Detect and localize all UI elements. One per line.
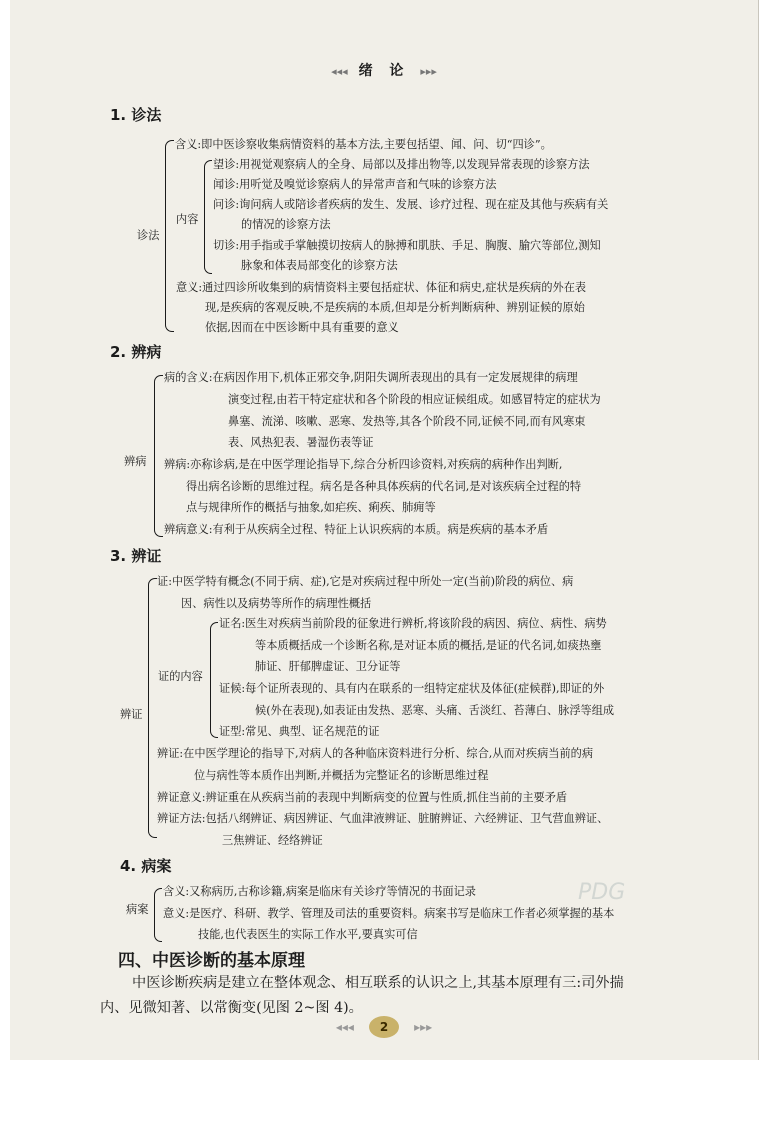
root-bianbing: 辨病 xyxy=(124,455,147,468)
footer-ornament-right: ▸▸▸ xyxy=(414,1020,433,1034)
bianzheng-method-line2: 三焦辨证、经络辨证 xyxy=(222,834,323,847)
header-title: 绪 论 xyxy=(358,63,410,79)
bing-definition-line1: 病的含义:在病因作用下,机体正邪交争,阴阳失调所表现出的具有一定发展规律的病理 xyxy=(164,371,578,384)
heading-bingan: 4. 病案 xyxy=(120,857,172,875)
brace-zheng-content xyxy=(210,622,218,738)
brace-zhenfa-content xyxy=(204,160,212,274)
zhenfa-meaning-line3: 依据,因而在中医诊断中具有重要的意义 xyxy=(205,321,399,334)
zhenfa-meaning-line2: 现,是疾病的客观反映,不是疾病的本质,但却是分析判断病种、辨别证候的原始 xyxy=(205,301,585,314)
bingan-meaning-line1: 意义:是医疗、科研、教学、管理及司法的重要资料。病案书写是临床工作者必须掌握的基本 xyxy=(163,907,615,920)
footer-ornament-left: ◂◂◂ xyxy=(335,1020,354,1034)
bing-definition-line2: 演变过程,由若干特定症状和各个阶段的相应证候组成。如感冒特定的症状为 xyxy=(228,393,601,406)
zhengxing: 证型:常见、典型、证名规范的证 xyxy=(219,725,380,738)
zhenfa-definition: 含义:即中医诊察收集病情资料的基本方法,主要包括望、闻、问、切“四诊”。 xyxy=(175,138,552,151)
book-page xyxy=(10,0,759,1060)
zhengming-line1: 证名:医生对疾病当前阶段的征象进行辨析,将该阶段的病因、病位、病性、病势 xyxy=(219,617,607,630)
bianzheng-meaning: 辨证意义:辨证重在从疾病当前的表现中判断病变的位置与性质,抓住当前的主要矛盾 xyxy=(157,791,568,804)
zhengming-line3: 肺证、肝郁脾虚证、卫分证等 xyxy=(255,660,401,673)
heading-bianzheng: 3. 辨证 xyxy=(110,547,162,565)
heading-bianbing: 2. 辨病 xyxy=(110,343,162,361)
zhenfa-content-label: 内容 xyxy=(176,213,199,226)
wen-zhen: 闻诊:用听觉及嗅觉诊察病人的异常声音和气味的诊察方法 xyxy=(213,178,497,191)
principles-paragraph-line2: 内、见微知著、以常衡变(见图 2~图 4)。 xyxy=(100,1000,363,1016)
bianzheng-line2: 位与病性等本质作出判断,并概括为完整证名的诊断思维过程 xyxy=(194,769,489,782)
page-number: 2 xyxy=(369,1016,399,1038)
root-bianzheng: 辨证 xyxy=(120,708,143,721)
zheng-content-label: 证的内容 xyxy=(158,670,203,683)
qie-zhen-line1: 切诊:用手指或手掌触摸切按病人的脉搏和肌肤、手足、胸腹、腧穴等部位,测知 xyxy=(213,239,601,252)
pdg-watermark: PDG xyxy=(578,880,626,905)
scan-margin xyxy=(0,1062,765,1122)
zheng-definition-line2: 因、病性以及病势等所作的病理性概括 xyxy=(181,597,372,610)
bianbing-line2: 得出病名诊断的思维过程。病名是各种具体疾病的代名词,是对该疾病全过程的特 xyxy=(186,480,582,493)
brace-bianbing xyxy=(154,375,163,537)
zhengming-line2: 等本质概括成一个诊断名称,是对证本质的概括,是证的代名词,如痰热壅 xyxy=(255,639,602,652)
principles-paragraph-line1: 中医诊断疾病是建立在整体观念、相互联系的认识之上,其基本原理有三:司外揣 xyxy=(132,975,624,991)
zhenfa-meaning-line1: 意义:通过四诊所收集到的病情资料主要包括症状、体征和病史,症状是疾病的外在表 xyxy=(176,281,587,294)
running-header xyxy=(10,60,758,80)
heading-zhenfa: 1. 诊法 xyxy=(110,106,162,124)
bianbing-meaning: 辨病意义:有利于从疾病全过程、特征上认识疾病的本质。病是疾病的基本矛盾 xyxy=(164,523,549,536)
brace-bingan xyxy=(154,888,162,942)
root-bingan: 病案 xyxy=(126,903,149,916)
header-ornament-left: ◂◂◂ xyxy=(331,65,348,78)
header-ornament-right: ▸▸▸ xyxy=(420,65,437,78)
qie-zhen-line2: 脉象和体表局部变化的诊察方法 xyxy=(241,259,398,272)
bing-definition-line3: 鼻塞、流涕、咳嗽、恶寒、发热等,其各个阶段不同,证候不同,而有风寒束 xyxy=(228,415,586,428)
wen-zhen-ask-line1: 问诊:询问病人或陪诊者疾病的发生、发展、诊疗过程、现在症及其他与疾病有关 xyxy=(213,198,609,211)
brace-zhenfa xyxy=(165,140,174,332)
bianbing-line1: 辨病:亦称诊病,是在中医学理论指导下,综合分析四诊资料,对疾病的病种作出判断, xyxy=(164,458,563,471)
bianbing-line3: 点与规律所作的概括与抽象,如疟疾、痢疾、肺痈等 xyxy=(186,501,436,514)
wen-zhen-ask-line2: 的情况的诊察方法 xyxy=(241,218,331,231)
bianzheng-method-line1: 辨证方法:包括八纲辨证、病因辨证、气血津液辨证、脏腑辨证、六经辨证、卫气营血辨证、 xyxy=(157,812,609,825)
bingan-meaning-line2: 技能,也代表医生的实际工作水平,要真实可信 xyxy=(198,928,418,941)
bianzheng-line1: 辨证:在中医学理论的指导下,对病人的各种临床资料进行分析、综合,从而对疾病当前的病 xyxy=(157,747,594,760)
section-heading-principles: 四、中医诊断的基本原理 xyxy=(118,951,305,971)
bing-definition-line4: 表、风热犯表、暑湿伤表等证 xyxy=(228,436,374,449)
brace-bianzheng xyxy=(148,578,157,838)
page-footer xyxy=(10,1016,758,1038)
zheng-definition-line1: 证:中医学特有概念(不同于病、症),它是对疾病过程中所处一定(当前)阶段的病位、病 xyxy=(157,575,574,588)
zhenghou-line2: 候(外在表现),如表证由发热、恶寒、头痛、舌淡红、苔薄白、脉浮等组成 xyxy=(255,704,615,717)
root-zhenfa: 诊法 xyxy=(137,229,160,242)
bingan-definition: 含义:又称病历,古称诊籍,病案是临床有关诊疗等情况的书面记录 xyxy=(163,885,476,898)
wang-zhen: 望诊:用视觉观察病人的全身、局部以及排出物等,以发现异常表现的诊察方法 xyxy=(213,158,590,171)
zhenghou-line1: 证候:每个证所表现的、具有内在联系的一组特定症状及体征(症候群),即证的外 xyxy=(219,682,605,695)
